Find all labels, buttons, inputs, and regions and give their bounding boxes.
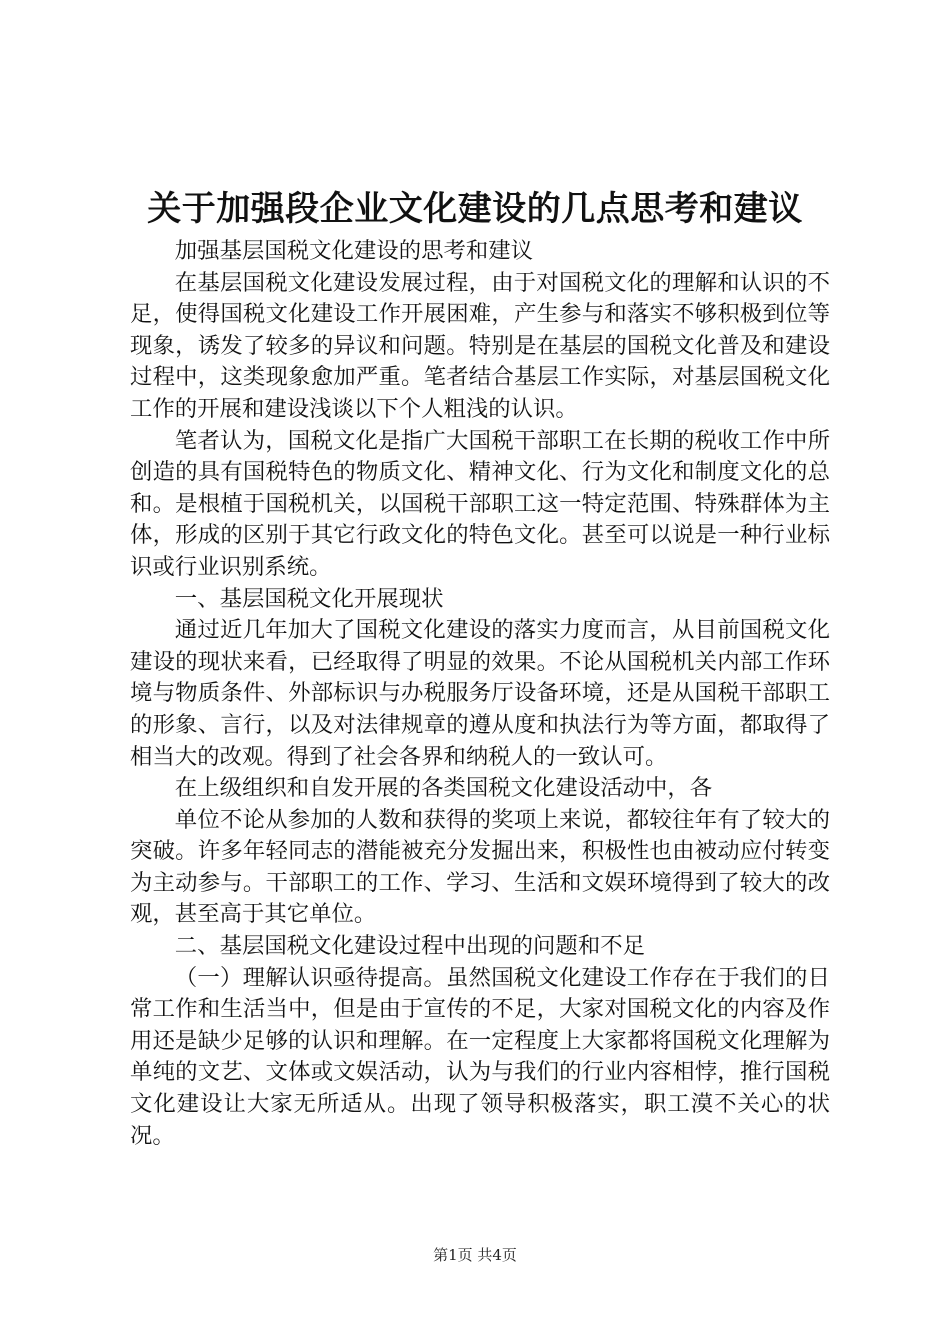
section-heading-problems: 二、基层国税文化建设过程中出现的问题和不足: [174, 933, 645, 960]
paragraph-activities: 在上级组织和自发开展的各类国税文化建设活动中，各: [174, 775, 713, 802]
document-title: 关于加强段企业文化建设的几点思考和建议: [147, 189, 803, 229]
paragraph-definition: 笔者认为，国税文化是指广大国税干部职工在长期的税收工作中所创造的具有国税特色的物质文化、精神文化、行为文化和制度文化的总和。是根植于国税机关，以国税干部职工这一特定范围、特殊群体为主体，形成的区别于其它行政文化的特色文化。甚至可以说是一种行业标识或行业识别系统。: [130, 427, 830, 580]
paragraph-problem-one: （一）理解认识亟待提高。虽然国税文化建设工作存在于我们的日常工作和生活当中，但是由于宣传的不足，大家对国税文化的内容及作用还是缺少足够的认识和理解。在一定程度上大家都将国税文化理解为单纯的文艺、文体或文娱活动，认为与我们的行业内容相悖，推行国税文化建设让大家无所适从。出现了领导积极落实，职工漠不关心的状况。: [130, 964, 830, 1149]
paragraph-subtitle: 加强基层国税文化建设的思考和建议: [174, 238, 534, 264]
paragraph-intro: 在基层国税文化建设发展过程，由于对国税文化的理解和认识的不足，使得国税文化建设工作开展困难，产生参与和落实不够积极到位等现象，诱发了较多的异议和问题。特别是在基层的国税文化普及和建设过程中，这类现象愈加严重。笔者结合基层工作实际，对基层国税文化工作的开展和建设浅谈以下个人粗浅的认识。: [130, 269, 830, 422]
paragraph-activities-continued: 单位不论从参加的人数和获得的奖项上来说，都较往年有了较大的突破。许多年轻同志的潜能被充分发掘出来，积极性也由被动应付转变为主动参与。干部职工的工作、学习、生活和文娱环境得到了较大的改观，甚至高于其它单位。: [130, 806, 830, 928]
section-heading-status: 一、基层国税文化开展现状: [174, 585, 444, 612]
page-number: 第1页 共4页: [433, 1246, 517, 1264]
document-body: [130, 236, 830, 1152]
paragraph-status: 通过近几年加大了国税文化建设的落实力度而言，从目前国税文化建设的现状来看，已经取得了明显的效果。不论从国税机关内部工作环境与物质条件、外部标识与办税服务厅设备环境，还是从国税干部职工的形象、言行，以及对法律规章的遵从度和执法行为等方面，都取得了相当大的改观。得到了社会各界和纳税人的一致认可。: [130, 617, 830, 770]
